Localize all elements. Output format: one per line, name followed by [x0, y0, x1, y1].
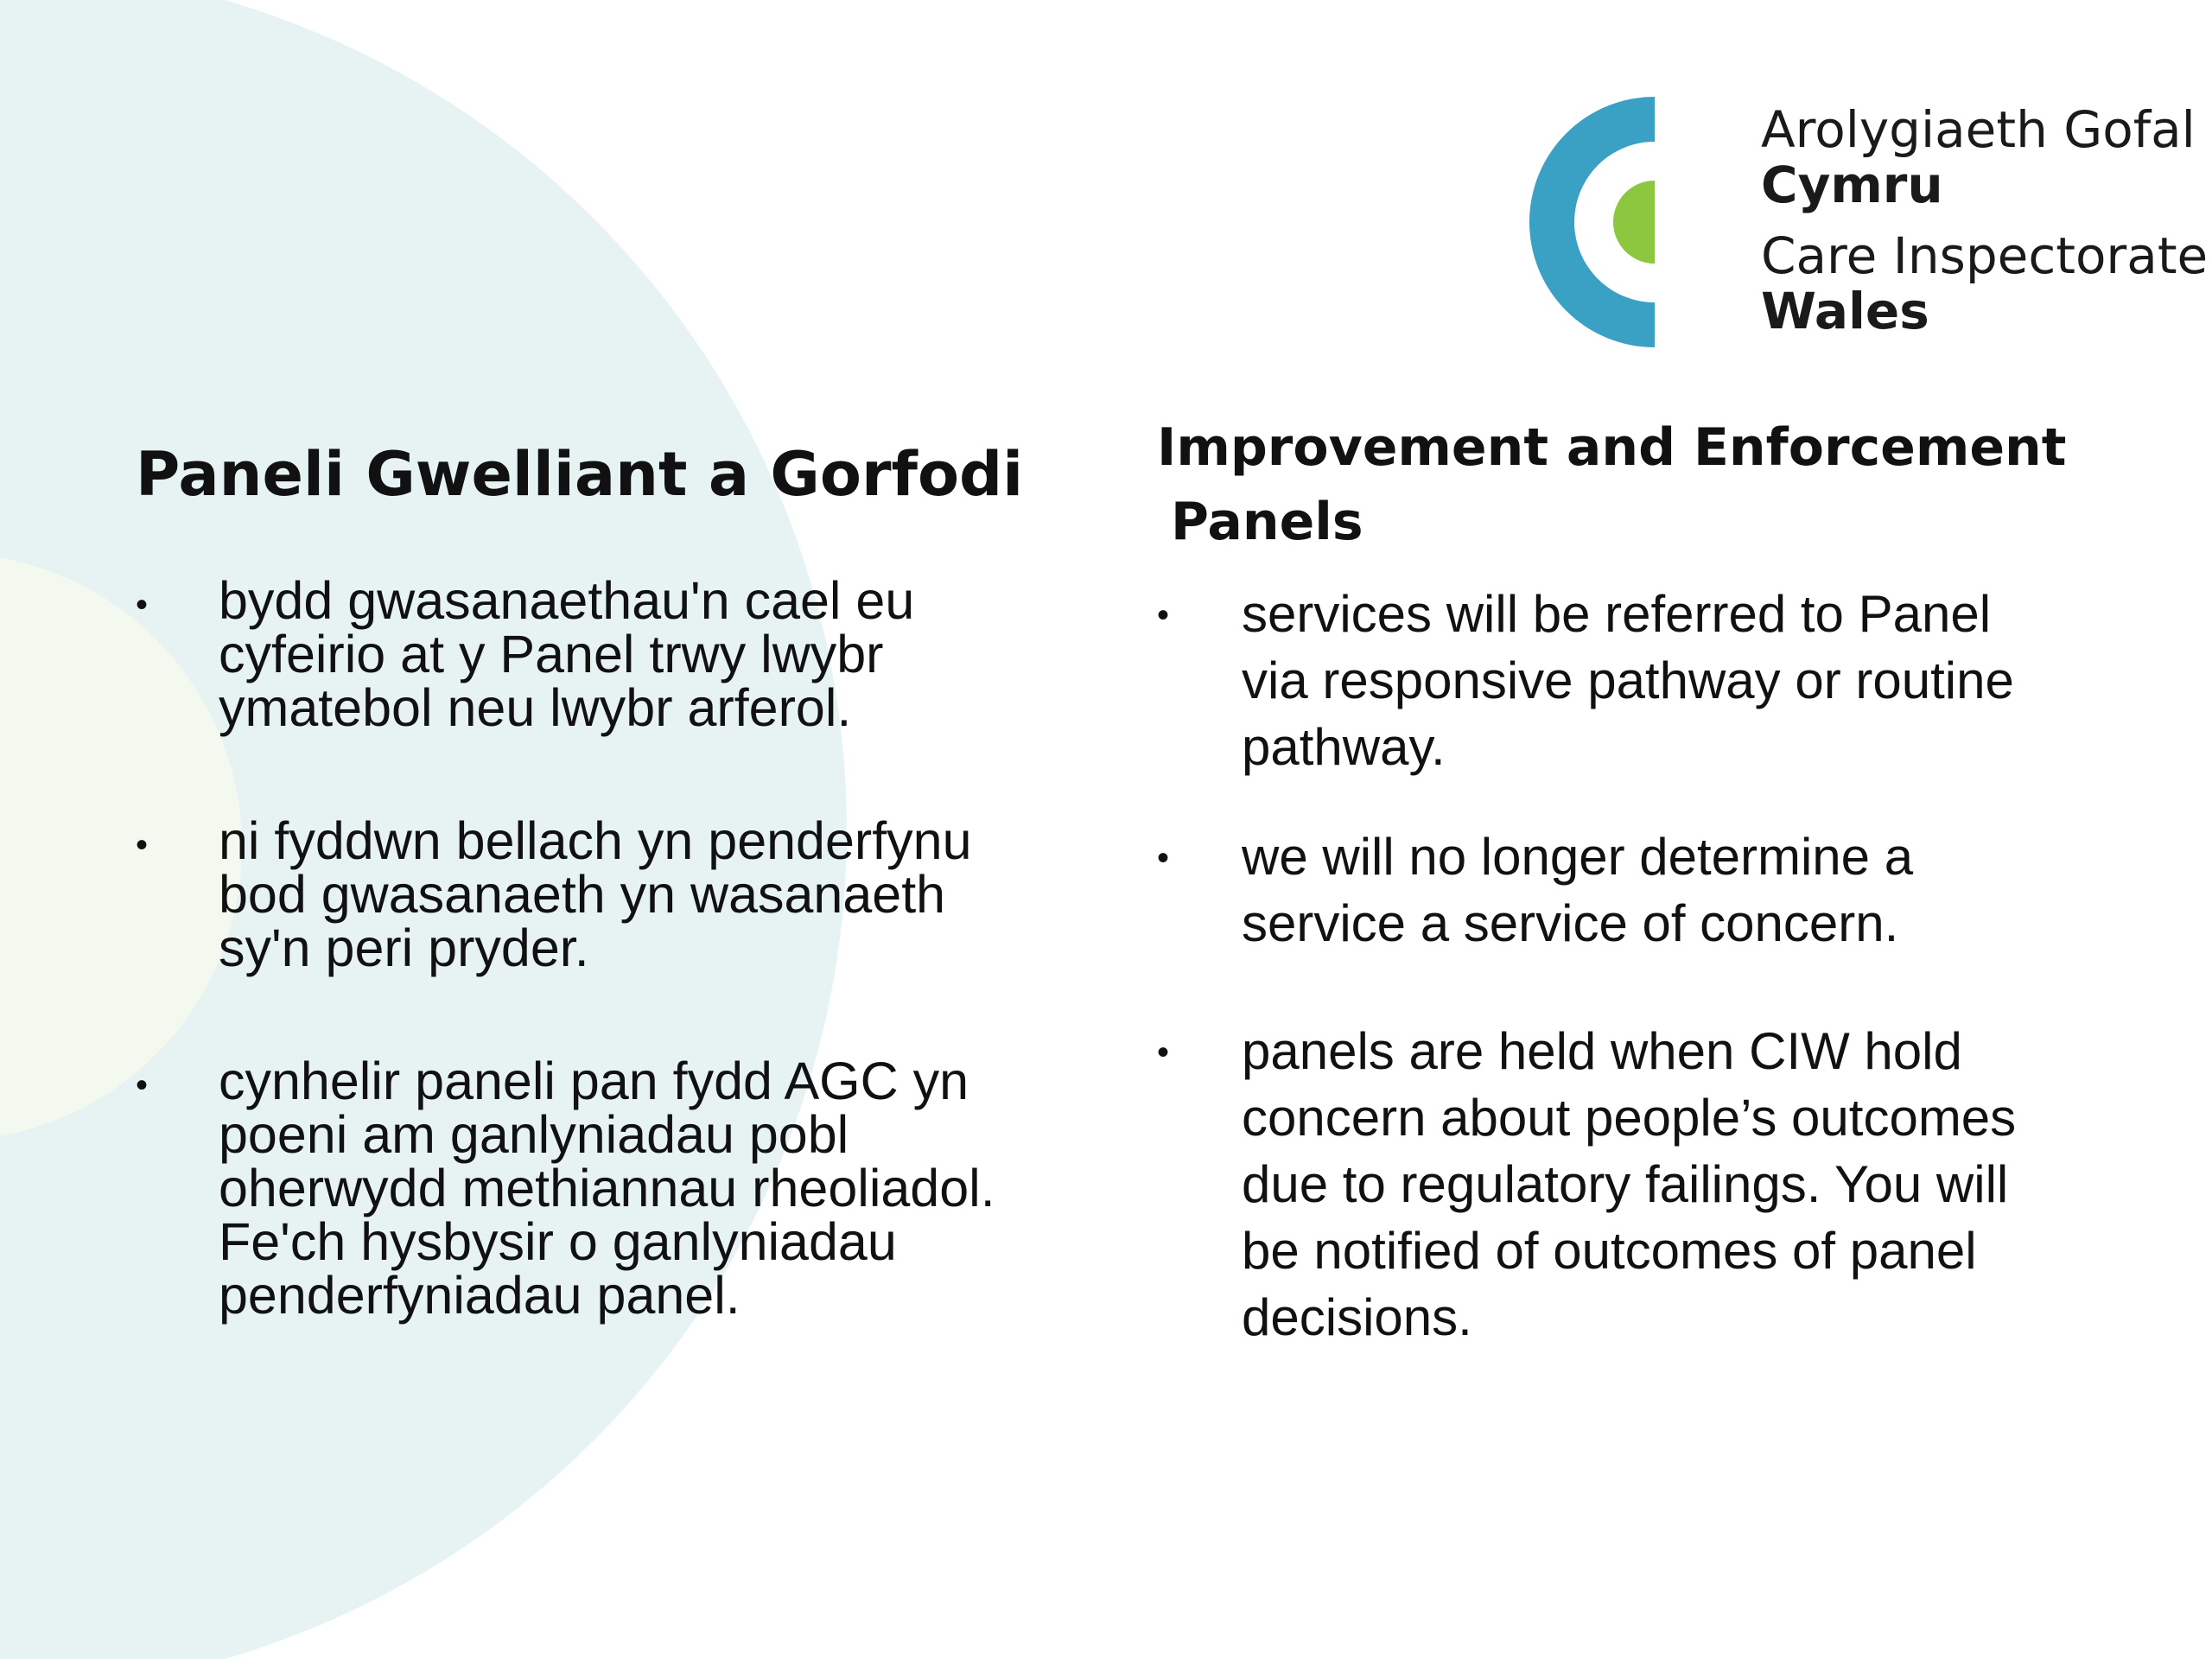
ciw-logo: [1503, 97, 2209, 356]
bullet-line: ni fyddwn bellach yn penderfynu: [219, 811, 972, 870]
logo-mark-icon: [1503, 97, 1745, 347]
bullet-line: bydd gwasanaethau'n cael eu: [219, 571, 915, 630]
english-title: [1157, 410, 2066, 559]
bullet-dot-icon: •: [136, 586, 149, 624]
bullet-line: poeni am ganlyniadau pobl: [219, 1105, 849, 1164]
bullet-line: service a service of concern.: [1242, 894, 1899, 952]
bullet-dot-icon: •: [136, 1066, 149, 1104]
bullet-line: bod gwasanaeth yn wasanaeth: [219, 865, 946, 924]
bullet-line: we will no longer determine a: [1242, 828, 1914, 886]
logo-line-3: Care Inspectorate: [1761, 226, 2209, 285]
english-title-line-2: Panels: [1171, 492, 1363, 552]
bullet-line: via responsive pathway or routine: [1242, 652, 2014, 709]
bullet-line: cyfeirio at y Panel trwy lwybr: [219, 625, 884, 683]
bullet-line: concern about people’s outcomes: [1242, 1089, 2017, 1147]
bullet-line: due to regulatory failings. You will: [1242, 1155, 2009, 1213]
logo-text: [1761, 102, 2208, 339]
bullet-dot-icon: •: [1157, 839, 1170, 877]
bullet-dot-icon: •: [136, 826, 149, 864]
logo-line-1: Arolygiaeth Gofal: [1761, 100, 2196, 159]
logo-line-4: Wales: [1761, 282, 1929, 340]
bullet-line: panels are held when CIW hold: [1242, 1022, 1962, 1080]
bullet-line: sy'n peri pryder.: [219, 918, 589, 977]
bullet-dot-icon: •: [1157, 1033, 1170, 1071]
bullet-line: oherwydd methiannau rheoliadol.: [219, 1159, 995, 1217]
bullet-line: ymatebol neu lwybr arferol.: [219, 678, 852, 737]
bullet-line: cynhelir paneli pan fydd AGC yn: [219, 1052, 969, 1110]
bullet-line: pathway.: [1242, 718, 1446, 776]
bullet-line: be notified of outcomes of panel: [1242, 1222, 1977, 1280]
logo-green-semicircle: [1613, 181, 1655, 264]
english-bullet-3: [1157, 1018, 2016, 1351]
bullet-line: penderfyniadau panel.: [219, 1266, 741, 1325]
english-bullet-list: [1157, 581, 2016, 1351]
welsh-bullet-2: [136, 811, 995, 977]
bullet-line: decisions.: [1242, 1288, 1472, 1346]
english-bullet-1: [1157, 581, 2016, 780]
logo-line-2: Cymru: [1761, 156, 1943, 214]
bullet-line: Fe'ch hysbysir o ganlyniadau: [219, 1212, 897, 1271]
english-bullet-2: [1157, 823, 2016, 957]
welsh-bullet-list: [136, 571, 995, 1402]
welsh-bullet-1: [136, 571, 995, 737]
welsh-title: Paneli Gwelliant a Gorfodi: [136, 439, 1024, 510]
bullet-line: services will be referred to Panel: [1242, 585, 1992, 643]
welsh-bullet-3: [136, 1052, 995, 1325]
english-title-line-1: Improvement and Enforcement: [1157, 417, 2067, 478]
bullet-dot-icon: •: [1157, 596, 1170, 634]
